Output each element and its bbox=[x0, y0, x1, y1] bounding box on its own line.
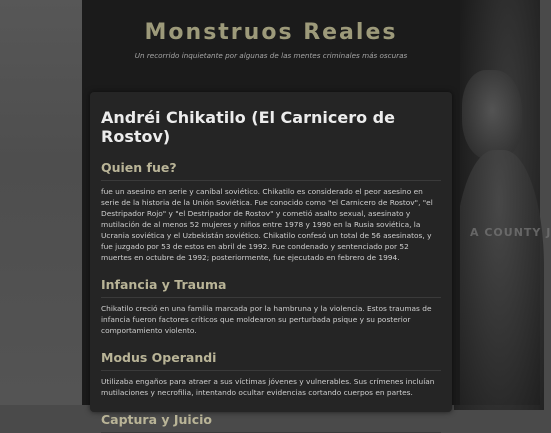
article-title: Andréi Chikatilo (El Carnicero de Rostov) bbox=[101, 108, 395, 146]
site-title: Monstruos Reales bbox=[144, 20, 398, 45]
mugshot-body-shape bbox=[454, 150, 544, 410]
site-header bbox=[82, 0, 460, 84]
section-text: Utilizaba engaños para atraer a sus víctimas jóvenes y vulnerables. Sus crímenes incluían mutilaciones y necrofilia, intentando ocultar evidencias cortando cuerpos en partes. bbox=[101, 377, 435, 397]
section-infancia bbox=[101, 277, 441, 336]
article-card bbox=[90, 92, 452, 427]
mugshot-head-shape bbox=[462, 70, 522, 160]
section-text: Chikatilo creció en una familia marcada por la hambruna y la violencia. Estos traumas de infancia fueron factores críticos que moldearon su perturbada psique y su posterior comportamiento violento. bbox=[101, 304, 432, 335]
section-heading: Quien fue? bbox=[101, 160, 441, 181]
site-subtitle: Un recorrido inquietante por algunas de las mentes criminales más oscuras bbox=[134, 51, 408, 60]
section-heading: Captura y Juicio bbox=[101, 412, 441, 433]
background-mugshot bbox=[460, 0, 551, 405]
section-modus-operandi bbox=[101, 350, 441, 398]
section-text: fue un asesino en serie y caníbal soviético. Chikatilo es considerado el peor asesino en serie de la historia de la Unión Soviética. Fue conocido como "el Carnicero de Rostov", "el Destripador Rojo" y "el Destripador de Rostov" y cometió asalto sexual, asesinato y mutilación de al menos 52 mujeres y niños entre 1978 y 1990 en la Rusia soviética, la Ucrania soviética y el Uzbekistán soviético. Chikatilo confesó un total de 56 asesinatos, y fue juzgado por 53 de estos en abril de 1992. Fue condenado y sentenciado por 52 muertes en octubre de 1992; posteriormente, fue ejecutado en febrero de 1994. bbox=[101, 187, 433, 262]
mugshot-watermark-text: A COUNTY J bbox=[470, 226, 551, 239]
section-heading: Modus Operandi bbox=[101, 350, 441, 371]
section-heading: Infancia y Trauma bbox=[101, 277, 441, 298]
section-quien-fue bbox=[101, 160, 441, 263]
page-content bbox=[82, 0, 460, 427]
section-captura bbox=[101, 412, 441, 433]
background-left bbox=[0, 0, 82, 405]
